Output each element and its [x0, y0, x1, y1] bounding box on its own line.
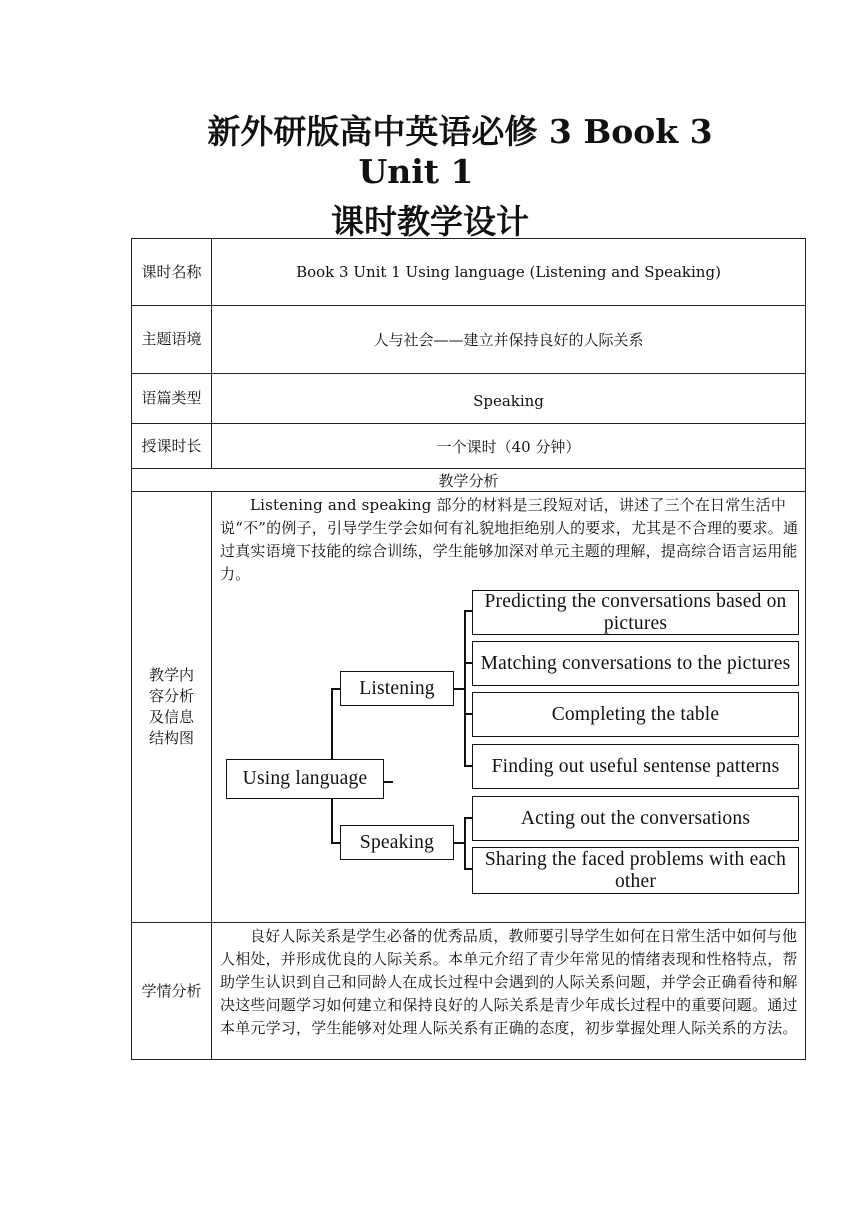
learner-analysis-cell: [212, 923, 806, 1060]
label-content-analysis: 教学内容分析及信息结构图: [132, 492, 212, 923]
diagram-speaking-item: Sharing the faced problems with each other: [472, 847, 799, 894]
label-text-type: 语篇类型: [132, 374, 212, 424]
row-text-type: [132, 374, 806, 424]
diagram-listening-item: Completing the table: [472, 692, 799, 737]
row-lesson-name: [132, 239, 806, 306]
value-text-type: Speaking: [212, 374, 806, 424]
section-header: 教学分析: [132, 469, 806, 492]
diagram-listening-box: Listening: [340, 671, 454, 706]
label-learner-analysis: 学情分析: [132, 923, 212, 1060]
row-section-header: [132, 469, 806, 492]
value-theme-context: 人与社会——建立并保持良好的人际关系: [212, 306, 806, 374]
row-duration: [132, 424, 806, 469]
structure-diagram: [226, 590, 806, 916]
diagram-listening-item: Matching conversations to the pictures: [472, 641, 799, 686]
value-lesson-name: Book 3 Unit 1 Using language (Listening and Speaking): [212, 239, 806, 306]
learner-analysis-paragraph: 良好人际关系是学生必备的优秀品质，教师要引导学生如何在日常生活中如何与他人相处，并形成优良的人际关系。本单元介绍了青少年常见的情绪表现和性格特点，帮助学生认识到自己和同龄人在成长过程中会遇到的人际关系问题，并学会正确看待和解决这些问题学习如何建立和保持良好的人际关系是青少年成长过程中的重要问题。通过本单元学习，学生能够对处理人际关系有正确的态度，初步掌握处理人际关系的方法。: [220, 927, 798, 1037]
row-content-analysis: [132, 492, 806, 923]
label-theme-context: 主题语境: [132, 306, 212, 374]
diagram-root-box: Using language: [226, 759, 384, 799]
diagram-speaking-box: Speaking: [340, 825, 454, 860]
diagram-listening-item: Finding out useful sentense patterns: [472, 744, 799, 789]
value-duration: 一个课时（40 分钟）: [212, 424, 806, 469]
row-theme-context: [132, 306, 806, 374]
label-lesson-name: 课时名称: [132, 239, 212, 306]
diagram-speaking-item: Acting out the conversations: [472, 796, 799, 841]
document-title-line3: 课时教学设计: [331, 202, 529, 241]
content-analysis-paragraph: Listening and speaking 部分的材料是三段短对话，讲述了三个在日常生活中说“不”的例子，引导学生学会如何有礼貌地拒绝别人的要求，尤其是不合理的要求。通过真实语境下技能的综合训练，学生能够加深对单元主题的理解，提高综合语言运用能力。: [220, 496, 799, 583]
label-duration: 授课时长: [132, 424, 212, 469]
content-analysis-cell: [212, 492, 806, 923]
diagram-listening-item: Predicting the conversations based on pictures: [472, 590, 799, 635]
row-learner-analysis: [132, 923, 806, 1060]
document-title-line2: Unit 1: [358, 152, 474, 191]
document-title-line1: 新外研版高中英语必修 3 Book 3: [207, 112, 713, 151]
lesson-plan-table: [131, 238, 806, 1060]
